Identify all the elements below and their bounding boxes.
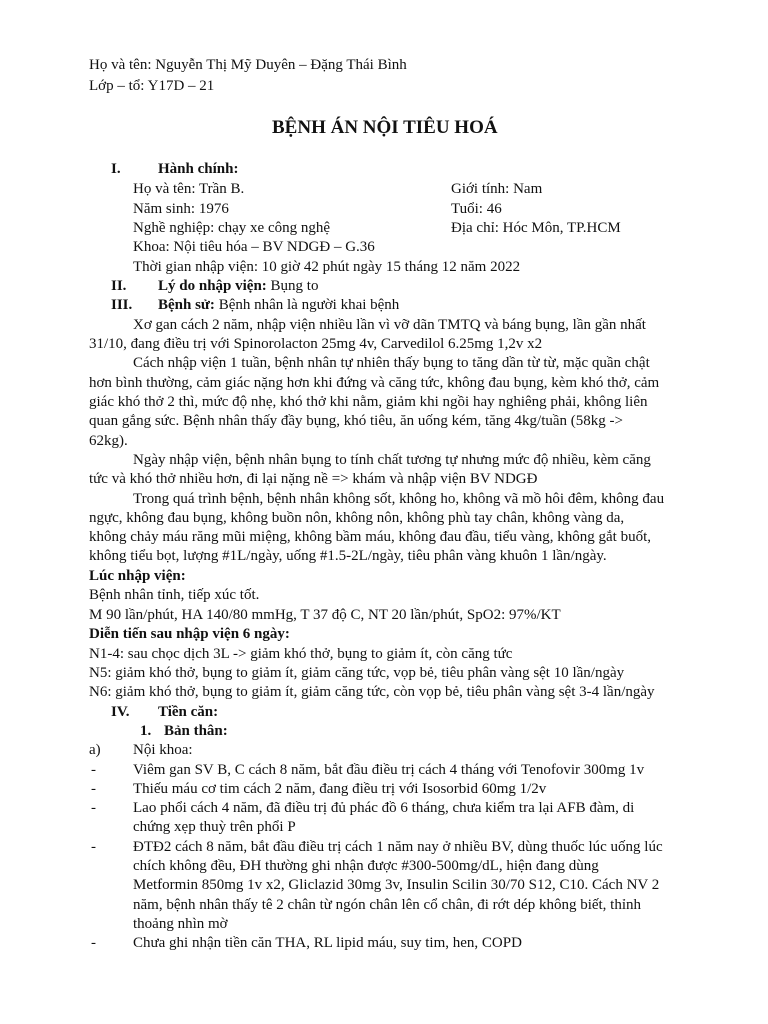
history-paragraph-line: ngực, không đau bụng, không buồn nôn, không nôn, không phù tay chân, không vàng da, (89, 510, 625, 526)
section-4-numeral: IV. (111, 704, 130, 720)
history-paragraph-line: không tiểu bọt, lượng #1L/ngày, uống #1.5-2L/ngày, tiêu phân vàng khuôn 1 lần/ngày. (89, 548, 607, 564)
history-paragraph-line: Cách nhập viện 1 tuần, bệnh nhân tự nhiên thấy bụng to tăng dần từ từ, mặc quần chật (133, 355, 650, 371)
history-item: Viêm gan SV B, C cách 8 năm, bắt đầu điều trị cách 4 tháng với Tenofovir 300mg 1v (133, 762, 645, 778)
history-paragraph-line: không chảy máu răng mũi miệng, không bầm máu, không đau đầu, tiểu vàng, không gắt buốt, (89, 529, 651, 545)
internal-heading: Nội khoa: (133, 742, 193, 758)
history-paragraph-line: quan gắng sức. Bệnh nhân thấy đầy bụng, khó tiêu, ăn uống kém, tăng 4kg/tuần (58kg -> (89, 413, 623, 429)
section-3-numeral: III. (111, 297, 133, 313)
admission-time: Thời gian nhập viện: 10 giờ 42 phút ngày 15 tháng 12 năm 2022 (133, 259, 521, 275)
authors-line: Họ và tên: Nguyễn Thị Mỹ Duyên – Đặng Thái Bình (89, 57, 407, 73)
section-3-line: Bệnh sử: Bệnh nhân là người khai bệnh (158, 297, 400, 313)
patient-address: Địa chỉ: Hóc Môn, TP.HCM (451, 220, 621, 236)
admission-heading: Lúc nhập viện: (89, 568, 186, 584)
section-4-heading: Tiền căn: (158, 704, 219, 720)
history-item: Thiếu máu cơ tim cách 2 năm, đang điều trị với Isosorbid 60mg 1/2v (133, 781, 547, 797)
progress-line: N1-4: sau chọc dịch 3L -> giảm khó thở, bụng to giảm ít, còn căng tức (89, 646, 513, 662)
patient-gender: Giới tính: Nam (451, 181, 543, 197)
subsection-1-numeral: 1. (140, 723, 152, 739)
admission-line: Bệnh nhân tỉnh, tiếp xúc tốt. (89, 587, 260, 603)
document-title: BỆNH ÁN NỘI TIÊU HOÁ (272, 117, 498, 138)
history-paragraph-line: 31/10, đang điều trị với Spinorolacton 25mg 4v, Carvedilol 6.25mg 1,2v x2 (89, 336, 543, 352)
patient-name: Họ và tên: Trần B. (133, 181, 245, 197)
bullet-dash: - (91, 800, 96, 816)
history-item: Chưa ghi nhận tiền căn THA, RL lipid máu, suy tim, hen, COPD (133, 935, 522, 951)
history-paragraph-line: Xơ gan cách 2 năm, nhập viện nhiều lần vì vỡ dãn TMTQ và báng bụng, lần gần nhất (133, 317, 646, 333)
history-paragraph-line: tức và khó thở nhiều hơn, đi lại nặng nề => khám và nhập viện BV NDGĐ (89, 471, 538, 487)
history-item-continued: chích không đều, ĐH thường ghi nhận được #300-500mg/dL, hiện đang dùng (133, 858, 599, 874)
history-item-continued: chứng xẹp thuỳ trên phổi P (133, 819, 296, 835)
history-paragraph-line: Ngày nhập viện, bệnh nhân bụng to tính chất tương tự nhưng mức độ nhiều, kèm căng (133, 452, 651, 468)
history-item-continued: Metformin 850mg 1v x2, Gliclazid 30mg 3v, Insulin Scilin 30/70 S12, C10. Cách NV 2 (133, 877, 660, 893)
patient-age: Tuổi: 46 (451, 201, 502, 217)
bullet-dash: - (91, 839, 96, 855)
patient-birth-year: Năm sinh: 1976 (133, 201, 229, 217)
admission-vitals: M 90 lần/phút, HA 140/80 mmHg, T 37 độ C, NT 20 lần/phút, SpO2: 97%/KT (89, 607, 561, 623)
bullet-dash: - (91, 762, 96, 778)
bullet-dash: - (91, 935, 96, 951)
internal-label: a) (89, 742, 101, 758)
section-2-numeral: II. (111, 278, 127, 294)
progress-heading: Diễn tiến sau nhập viện 6 ngày: (89, 626, 290, 642)
section-1-numeral: I. (111, 161, 121, 177)
history-item: ĐTĐ2 cách 8 năm, bắt đầu điều trị cách 1 năm nay ở nhiều BV, dùng thuốc lúc uống lúc (133, 839, 663, 855)
history-item-continued: thoảng nhìn mờ (133, 916, 228, 932)
patient-occupation: Nghề nghiệp: chạy xe công nghệ (133, 220, 331, 236)
history-paragraph-line: hơn bình thường, cảm giác nặng hơn khi đứng và căng tức, không đau bụng, kèm khó thở, cảm (89, 375, 660, 391)
class-line: Lớp – tổ: Y17D – 21 (89, 78, 215, 94)
patient-department: Khoa: Nội tiêu hóa – BV NDGĐ – G.36 (133, 239, 375, 255)
history-item: Lao phổi cách 4 năm, đã điều trị đủ phác đồ 6 tháng, chưa kiểm tra lại AFB đàm, di (133, 800, 635, 816)
bullet-dash: - (91, 781, 96, 797)
progress-line: N5: giảm khó thở, bụng to giảm ít, giảm căng tức, vọp bẻ, tiêu phân vàng sệt 10 lần/ngày (89, 665, 625, 681)
section-1-heading: Hành chính: (158, 161, 239, 177)
section-2-line: Lý do nhập viện: Bụng to (158, 278, 319, 294)
subsection-1-heading: Bản thân: (164, 723, 228, 739)
history-paragraph-line: giác khó thở 2 thì, mức độ nhẹ, khó thở khi nằm, giảm khi ngồi hay nghiêng phải, không liên (89, 394, 648, 410)
history-paragraph-line: 62kg). (89, 433, 128, 449)
history-item-continued: năm, bệnh nhân thấy tê 2 chân từ ngón chân lên cổ chân, đi rớt dép không biết, thỉnh (133, 897, 642, 913)
progress-line: N6: giảm khó thở, bụng to giảm ít, giảm căng tức, còn vọp bẻ, tiêu phân vàng sệt 3-4 lần/ngày (89, 684, 655, 700)
history-paragraph-line: Trong quá trình bệnh, bệnh nhân không sốt, không ho, không vã mồ hôi đêm, không đau (133, 491, 665, 507)
